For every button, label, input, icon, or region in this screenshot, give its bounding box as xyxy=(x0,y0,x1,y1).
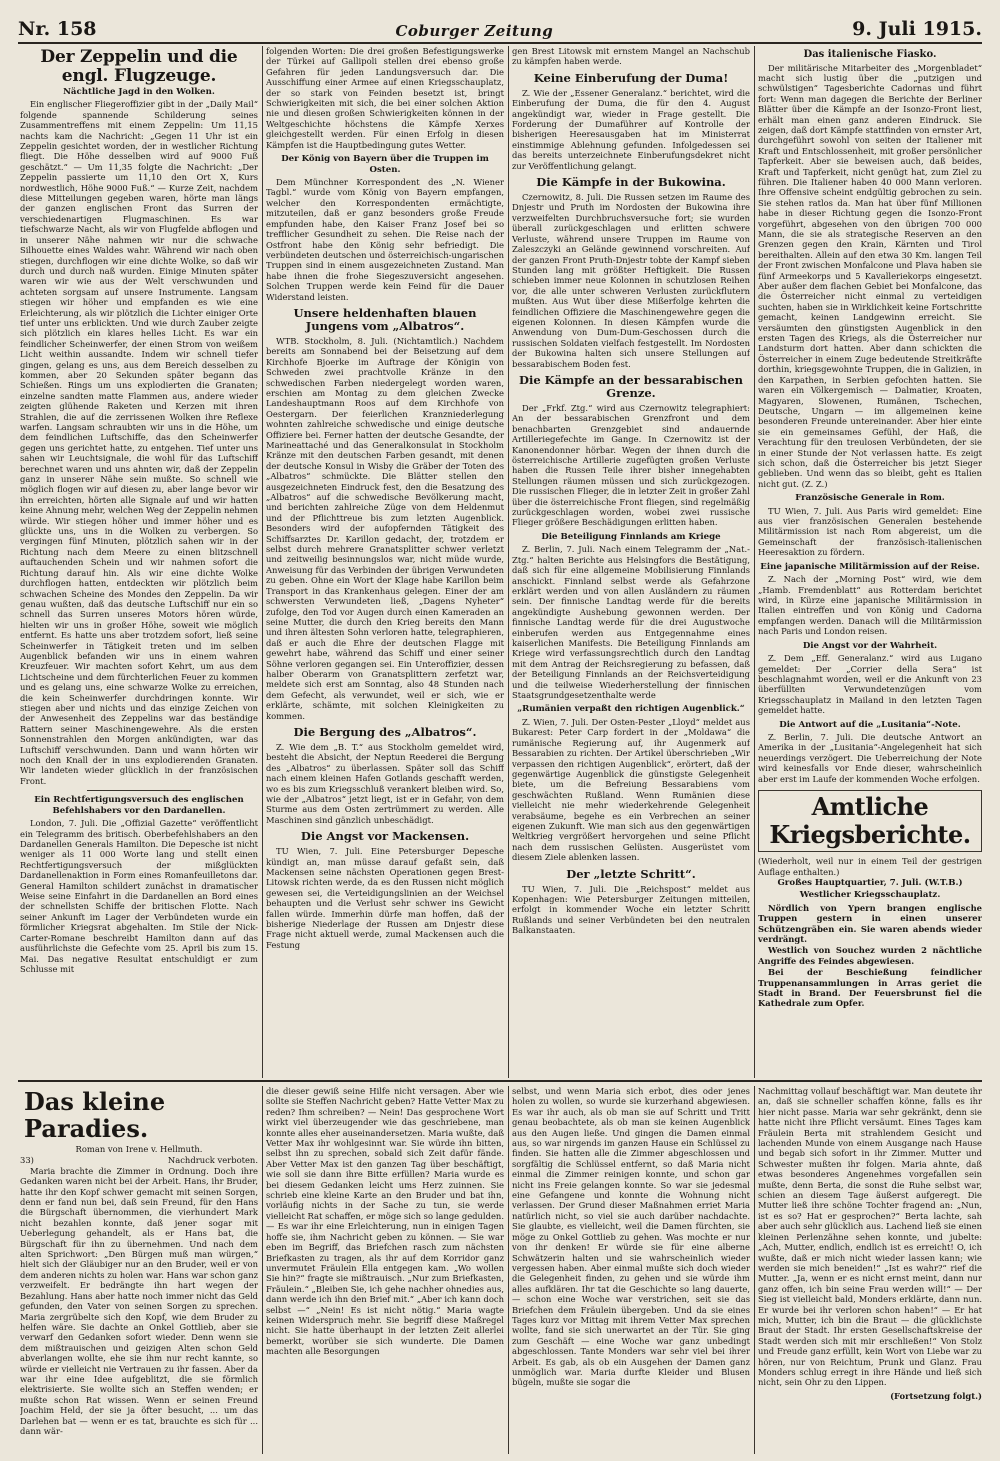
article-title-letzte-schritt: Der „letzte Schritt“. xyxy=(566,866,696,881)
separator xyxy=(87,790,192,791)
column-2 xyxy=(266,46,504,1078)
article-title-koenig-bayern: Der König von Bayern über die Truppen im Osten. xyxy=(281,154,489,175)
article-paragraph: Z. Dem „Eff. Generalanz.“ wird aus Lugano gemeldet: Der „Corrier della Sera“ ist beschlagnahmt worden, weil er die Ankunft von 23 überfüllten Verwundetenzügen vom Kriegsschauplatz in Mailand in den letzten Tagen gemeldet hatte. xyxy=(758,653,982,716)
novel-paragraph: selbst, und wenn Maria sich erbot, dies oder jenes holen zu wollen, so wurde sie kurzerhand abgewiesen. Es war ihr auch, als ob man sie auf Schritt und Tritt genau beobachtete, als ob man sie keinen Augenblick aus den Augen ließe. Und gingen die Damen einmal aus, so war nirgends im ganzen Hause ein Schlüssel zu finden. Sie hatten alle die Zimmer abgeschlossen und sorgfältig die Schlüssel entfernt, so daß Maria nicht einmal die Zimmer reinigen konnte, und schon gar nicht ins Freie gelangen konnte. So war sie jedesmal eine Gefangene und konnte die Wohnung nicht verlassen. Der Grund dieser Maßnahmen erriet Maria natürlich nicht, so viel sie auch darüber nachdachte. Sie glaubte, es vielleicht, weil die Damen fürchten, sie möge zu Onkel Gottlieb zu gehen. Was mochte er nur von ihr denken! Er würde sie für eine alberne Schwätzerin halten und sie wahrscheinlich wieder vergessen haben. Aber einmal mußte sich doch wieder die Gelegenheit finden, zu gehen und sie würde ihm alles aufklären. Ihr tat die Geschichte so lang dauerte, — schon eine Woche war verstrichen, seit sie das Briefchen dem Fräulein übergeben. Und da sie eines Tages kurz vor Mittag mit ihrem Vetter Max sprechen wollte, fand sie sich unerwartet an der Tür. Sie ging zum Geschäft — eine Woche war ganz unbedingt abgeschlossen. Tante Monders war sehr viel bei ihrer Arbeit. Es gab, als ob ein Ausgehen der Damen ganz unmöglich war. Maria durfte Kleider und Blusen bügeln, mußte sie sogar die xyxy=(512,1086,750,1388)
column-rule xyxy=(262,46,263,1078)
article-paragraph: TU Wien, 7. Juli. Eine Petersburger Depesche kündigt an, man müsse darauf gefaßt sein, daß Mackensen seine nächsten Operationen gegen Brest-Litowsk richten werde, da es den Russen nicht möglich gewesen sei, die Verteidigungslinien an der Weichsel behaupten und die Verlust sehr schwer ins Gewicht fallen würde. Immerhin dürfe man hoffen, daß der bisherige Niederlage der Russen am Dnjestr diese Frage nicht aktuell werde, zumal Mackensen auch die Festung xyxy=(266,846,504,950)
article-title-mackensen: Die Angst vor Mackensen. xyxy=(300,829,470,844)
article-title-generale-rom: Französische Generale in Rom. xyxy=(795,493,945,504)
article-paragraph: Z. Nach der „Morning Post“ wird, wie dem „Hamb. Fremdenblatt“ aus Rotterdam berichtet wird, in Kürze eine japanische Militärmission in Italien eintreffen und von König und Cadorna empfangen werden. Danach will die Militärmission nach Paris und London reisen. xyxy=(758,574,982,637)
article-paragraph: TU Wien, 7. Juli. Die „Reichspost“ meldet aus Kopenhagen: Wie Petersburger Zeitungen mitteilen, erfolgt in kommender Woche ein letzter Schritt Rußlands und seiner Verbündeten bei den neutralen Balkanstaaten. xyxy=(512,883,750,936)
column-rule xyxy=(262,1086,263,1454)
article-title-zeppelin: Der Zeppelin und die engl. Flugzeuge. xyxy=(40,47,238,86)
novel-column-3 xyxy=(512,1086,750,1454)
article-title-albatros: Unsere heldenhaften blauen Jungens vom „Albatros“. xyxy=(293,305,477,333)
column-rule xyxy=(754,1086,755,1454)
article-title-hamilton: Ein Rechtfertigungsversuch des englischen Befehlshabers vor den Dardanellen. xyxy=(34,795,244,816)
article-paragraph: TU Wien, 7. Juli. Aus Paris wird gemeldet: Eine aus vier französischen Generalen bestehende Militärmission ist nach Rom abgereist, um die Gemeinschaft der französisch-italienischen Heeresaktion zu fördern. xyxy=(758,505,982,558)
issue-number: Nr. 158 xyxy=(18,18,97,40)
novel-paragraph: Maria brachte die Zimmer in Ordnung. Doch ihre Gedanken waren nicht bei der Arbeit. Hans, ihr Bruder, hatte ihr den Kopf schwer gemacht mit seinen Sorgen, denn er fand nun bei, daß sein Freund, für den Hans die Bürgschaft übernommen, die vierhundert Mark nicht bezahlen konnte, daß jener sogar mit Ueberlegung gehandelt, als er Hans bat, die Bürgschaft für ihn zu übernehmen. Und nach dem alten Sprichwort: „Den Bürgen muß man würgen,“ hielt sich der Gläubiger nur an den Bruder, weil er von dem anderen nichts zu holen war. Hans war schon ganz verzweifelt. Er bedrängte ihn hart wegen der Bezahlung. Hans aber hatte noch immer nicht das Geld gefunden, den Vater von seinen Sorgen zu sprechen. Maria zergrübelte sich den Kopf, wie dem Bruder zu helfen wäre. Sie dachte an Onkel Gottlieb, aber sie verwarf den Gedanken sofort wieder. Denn wenn sie dem mißtrauischen und geizigen Alten schon Geld abverlangen wollte, ehe sie ihm nur recht kannte, so würde er vielleicht nie Vertrauen zu ihr fassen. Aber da war ihr eine Idee aufgeblitzt, die sie förmlich elektrisierte. Sie wollte sich an Steffen wenden; er mußte schon Rat wissen. Wenn er seinen Freund Joachim Held, der sie ja öfter besucht, ... um das Darlehen bat — wenn er es tat, brauchte es sich für ... dann wär- xyxy=(20,1165,258,1436)
novel-continued: (Fortsetzung folgt.) xyxy=(890,1390,982,1401)
issue-date: 9. Juli 1915. xyxy=(852,18,982,40)
feuilleton-divider xyxy=(18,1080,982,1082)
article-title-finnland: Die Beteiligung Finnlands am Kriege xyxy=(541,531,721,542)
column-4 xyxy=(758,46,982,1078)
article-paragraph: Nördlich von Ypern brangen englische Truppen gestern in einen unserer Schützengräben ein. Sie waren abends wieder verdrängt. xyxy=(758,902,982,944)
article-paragraph: Z. Berlin, 7. Juli. Die deutsche Antwort an Amerika in der „Lusitania“-Angelegenheit hat sich neuerdings verzögert. Die Ueberreichung der Note wird keinesfalls vor Ende dieser, wahrscheinlich aber erst im Laufe der kommenden Woche erfolgen. xyxy=(758,732,982,784)
column-rule xyxy=(508,1086,509,1454)
article-paragraph: Z. Berlin, 7. Juli. Nach einem Telegramm der „Nat.-Ztg.“ halten Berichte aus Helsingfors die Bestätigung, daß sich für eine allgemeine Mobilisierung Finnlands anschickt. Finnland selbst werde als Gefahrzone erklärt werden und von allen Ausländern zu räumen sein. Der finnische Landtag werde für die bereits angekündigte Aushebung gewonnen werden. Der finnische Landtag werde für die drei Augustwoche einberufen werden aus Entgegennahme eines kaiserlichen Manifests. Die Beteiligung Finnlands am Kriege wird verfassungsrechtlich durch den Landtag mit dem Antrag der Reichsregierung zu befassen, daß der Beteiligung Finnlands an der Reichsverteidigung und die teilweise Wiederherstellung der finnischen Staatsgrundgesetzenthalte werde xyxy=(512,544,750,701)
novel-number: 33) xyxy=(20,1155,34,1166)
column-1 xyxy=(20,46,258,1078)
novel-title: Das kleine Paradies. xyxy=(24,1087,166,1143)
section-title-kriegsberichte: Amtliche Kriegsberichte. xyxy=(758,790,982,852)
article-paragraph: Westlich von Souchez wurden 2 nächtliche Angriffe des Feindes abgewiesen. xyxy=(758,945,982,966)
novel-column-4 xyxy=(758,1086,982,1454)
article-title-fiasko: Das italienische Fiasko. xyxy=(803,49,937,60)
article-paragraph: Z. Wien, 7. Juli. Der Osten-Pester „Lloyd“ meldet aus Bukarest: Peter Carp fordert in der „Moldawa“ die rumänische Regierung auf, ihr Augenmerk auf Bessarabien zu richten. Der Artikel überschrieben „Wir verpassen den richtigen Augenblick“, erörtert, daß der gegenwärtige Augenblick die günstigste Gelegenheit biete, um die Befreiung Bessarabiens vom geschwächten Rußland. Wenn Rumänien diese vielleicht nie mehr wiederkehrende Gelegenheit verabsäume, begehe es ein Verbrechen an seiner eigenen Zukunft. Wie man sich aus den gegenwärtigen Weltkrieg vergrößert hervorgehen und seine Pflicht nach dem russischen Gelüsten. Ausgerüstet vom diesem Ziele ablenken lassen. xyxy=(512,716,750,863)
article-paragraph: Z. Wie dem „B. T.“ aus Stockholm gemeldet wird, besteht die Absicht, der Neptun Reederei die Bergung des „Albatros“ zu überlassen. Später soll das Schiff nach einem kleinen Hafen Gotlands geschafft werden, wo es bis zum Kriegsschluß verankert bleiben wird. So, wie der „Albatros“ jetzt liegt, ist er in Gefahr, von dem Sturme aus dem Osten zertrümmert zu werden. Alle Maschinen sind gänzlich unbeschädigt. xyxy=(266,741,504,825)
novel-paragraph: Nachmittag vollauf beschäftigt war. Man deutete ihr an, daß sie schneller schaffen könne, falls es ihr hier nicht passe. Maria war sehr gekränkt, denn sie hatte nicht ihre Pflicht versäumt. Eines Tages kam Fräulein Berta mit strahlendem Gesicht und lachenden Munde von einem Ausgange nach Hause und begab sich sofort in ihr Zimmer. Mutter und Schwester mußten ihr folgen. Maria ahnte, daß etwas besonderes Angenehmes vorgefallen sein mußte, denn Berta, die sonst die Ruhe selbst war, schien an diesem Tage äußerst aufgeregt. Die Mutter ließ ihre schöne Tochter fragend an: „Nun, ist es so? Hat er gesprochen?“ Berta lachte, sah aber auch sehr glücklich aus. Lachend ließ sie einen kleinen Perlenzähne sehen konnte, und jubelte: „Ach, Mutter, endlich, endlich ist es erreicht! O, ich wußte, daß er mich nicht wieder lassen kann; wie werden sie mich beneiden!“ „Ist es wahr?“ rief die Mutter. „Ja, wenn er es nicht ernst meint, dann nur ganz offen, ich bin seine Frau werden will!“ — Der Sieg ist vielleicht bald, Monders erklärte, dann nun. Er wurde bei ihr verloren schon haben!“ — Er hat mich, Mutter, ich bin die Braut — die glücklichste Braut der Stadt. Ihr ersten Gesellschaftskreise der Stadt werden sich mit mir erschließen!“ Von Stolz und Freude ganz erfüllt, kein Wort von Liebe war zu hören, nur von Reichtum, Prunk und Glanz. Frau Monders schlug erregt in ihre Hände und ließ sich nicht, sein Ohr zu den Lippen. xyxy=(758,1086,982,1388)
kriegsberichte-note: (Wiederholt, weil nur in einem Teil der gestrigen Auflage enthalten.) xyxy=(758,856,982,877)
masthead xyxy=(18,12,982,44)
article-title-japanische-mission: Eine japanische Militärmission auf der Reise. xyxy=(760,561,980,572)
article-title-bessarabien: Die Kämpfe an der bessarabischen Grenze. xyxy=(518,372,743,400)
novel-column-2 xyxy=(266,1086,504,1454)
article-title-duma: Keine Einberufung der Duma! xyxy=(533,70,729,85)
article-paragraph: London, 7. Juli. Die „Offizial Gazette“ veröffentlicht ein Telegramm des britisch. Oberbefehlshabers an den Dardanellen Generals Hamilton. Die Depesche ist nicht weniger als 11 000 Worte lang und stellt einen Rechtfertigungsversuch der mißglückten Dardanellenaktion in Form eines Romanfeuilletons dar. General Hamilton schildert zunächst in dramatischer Weise seine Einfahrt in die Dardanellen an Bord eines der schnellsten Schiffe der britischen Flotte. Nach seiner Ankunft im Lager der Verbündeten wurde ein förmlicher Kriegsrat abgehalten. Im Stile der Nick-Carter-Romane beschreibt Hamilton dann auf das ausführlichste die Gefechte vom 25. April bis zum 15. Mai. Das negative Resultat entschuldigt er zum Schlusse mit xyxy=(20,818,258,974)
article-paragraph: Bei der Beschießung feindlicher Truppenansammlungen in Arras geriet die Stadt in Brand. Der Feuersbrunst fiel die Kathedrale zum Opfer. xyxy=(758,967,982,1009)
article-paragraph: folgenden Worten: Die drei großen Befestigungswerke der Türkei auf Gallipoli stellen drei ebenso große Gefahren für jeden Landungsversuch dar. Die Ausschiffung einer Armee auf einen Kriegsschauplatz, der so stark von Feinden besetzt ist, bringt Schwierigkeiten mit sich, die bei einer solchen Aktion nie und diesen großen Schwierigkeiten können in der Weltgeschichte höchstens die Kämpfe Xerxes gleichgestellt werden. Für einen Erfolg in diesen Kämpfen ist die Hauptbedingung gutes Wetter. xyxy=(266,46,504,150)
novel-notice: Nachdruck verboten. xyxy=(167,1155,258,1166)
article-paragraph: Der „Frkf. Ztg.“ wird aus Czernowitz telegraphiert: An der bessarabischen Grenzfront und dem benachbarten Grenzgebiet sind andauernde Artilleriegefechte im Gange. In Czernowitz ist der Kanonendonner hörbar. Wegen der ihnen durch die österreichische Artillerie zugefügten großen Verluste haben die Russen Teile ihrer bisher innegehabten Stellungen räumen müssen und sich zurückgezogen. Die russischen Flieger, die in letzter Zeit in großer Zahl über die österreichische Front fliegen, sind regelmäßig zurückgeschlagen worden, wobei zwei russische Flieger größere Beschädigungen erlitten haben. xyxy=(512,402,750,528)
article-paragraph: Czernowitz, 8. Juli. Die Russen setzen im Raume des Dnjestr und Pruth im Nordosten der Bukowina ihre verzweifelten Durchbruchsversuche fort; sie wurden überall zurückgeschlagen und erlitten schwere Verluste, während unsere Truppen im Raume von Zaleszczyki an Gelände gewinnend vorschreiten. Auf der ganzen Front Pruth-Dnjestr tobte der Kampf sieben Stunden lang mit größter Heftigkeit. Die Russen schieben immer neue Kolonnen in schutzlosen Reihen vor, die alle unter schweren Verlusten zurückflutern mußten. Aus Wut über diese Mißerfolge kehrten die feindlichen Offiziere die Maschinengewehre gegen die eigenen Kolonnen. In diesen Kämpfen wurde die Anwendung von Dum-Dum-Geschossen durch die russischen Soldaten vielfach festgestellt. Im Nordosten der Bukowina halten sich unsere Stellungen auf bessarabischem Boden fest. xyxy=(512,192,750,369)
article-paragraph: gen Brest Litowsk mit ernstem Mangel an Nachschub zu kämpfen haben werde. xyxy=(512,46,750,67)
kriegsberichte-headquarters: Großes Hauptquartier, 7. Juli. (W.T.B.) xyxy=(777,877,963,888)
article-title-rumaenien: „Rumänien verpaßt den richtigen Augenblick.“ xyxy=(517,704,745,715)
novel-byline: Roman von Irene v. Hellmuth. xyxy=(75,1144,203,1154)
article-title-angst-wahrheit: Die Angst vor der Wahrheit. xyxy=(802,640,938,651)
article-paragraph: Der militärische Mitarbeiter des „Morgenbladet“ macht sich lustig über die „putzigen und schwülstigen“ Tagesberichte Cadornas und führt fort: Wenn man dagegen die Berichte der Berliner Blätter über die Kämpfe an der Isonzo-Front liest, erhält man einen ganz anderen Eindruck. Sie zeigen, daß dort Kämpfe stattfinden von ernster Art, durchgeführt sowohl von seiten der Italiener mit Kraft und Entschlossenheit, mit großer persönlicher Tapferkeit. Aber sie beweisen auch, daß beides, Kraft und Tapferkeit, nicht genügt hat, zum Ziel zu führen. Die Italiener haben 40 000 Mann verloren. Ihre Offensive scheint endgültig gebrochen zu sein. Sie stehen ratlos da. Man hat über fünf Millionen habe in dieser Richtung gegen die Isonzo-Front vorgeführt, abgesehen von den übrigen 700 000 Mann, die sie als strategische Reserven an den Grenzen gegen den Krain, Kärnten und Tirol bereithalten. Allein auf den etwa 30 Km. langen Teil der Front zwischen Monfalcone und Plava haben sie fünf Armeekorps und 5 Kavalleriekorps eingesetzt. Aber außer dem flachen Gebiet bei Monfalcone, das die Österreicher nicht einmal zu verteidigen suchten, haben sie in Wirklichkeit keine Fortschritte gemacht, keinen Landgewinn erreicht. Sie versäumten den günstigsten Augenblick in den ersten Tagen des Kriegs, als die Österreicher nur Landsturm dort hatten. Aber dann schickten die Österreicher in einem Zuge bedeutende Streitkräfte dorthin, kriegsgewohnte Truppen, die in Galizien, in den Karpathen, in Serbien gefochten hatten. Sie waren ein Völkergemisch — Dalmatier, Kroaten, Magyaren, Slowenen, Rumänen, Tschechen, Deutsche, Ungarn — im allgemeinen keine besonderen Freunde untereinander. Aber hier einte sie ein gemeinsames Gefühl, der Haß, die Verachtung für den treulosen Verbündeten, der sie in einer Stunde der Not verlassen hatte. Es zeigt sich schon, daß die Österreicher bis jetzt Sieger geblieben. Und wenn das so bleibt, geht es Italien nicht gut. (Z. Z.) xyxy=(758,62,982,489)
novel-paragraph: die dieser gewiß seine Hilfe nicht versagen. Aber wie sollte sie Steffen Nachricht geben? Hatte Vetter Max zu reden? Ihm schreiben? — Nein! Das gesprochene Wort wirkt viel überzeugender wie das geschriebene, man konnte alles eher auseinandersetzen. Maria wußte, daß Vetter Max ihr wohlgesinnt war. Sie würde ihn bitten, selbst ihn zu sprechen, sobald sich Zeit dafür fände. Aber Vetter Max ist den ganzen Tag über beschäftigt, wie soll sie dann ihre Bitte erfüllen? Maria wurde es bei diesem Gedanken leicht ums Herz zuinnen. Sie schrieb eine kleine Karte an den Bruder und bat ihn, vorläufig nichts in der Sache zu tun, sie werde vielleicht Rat schaffen, er möge sich so lange gedulden. — Es war ihr eine Erleichterung, nun in einigen Tagen hoffe sie, ihm Nachricht geben zu können. — Sie war eben im Begriff, das Briefchen rasch zum nächsten Briefkasten zu tragen, als ihr auf dem Korridor ganz unvermutet Fräulein Ella entgegen kam. „Wo wollen Sie hin?“ fragte sie mißtrauisch. „Nur zum Briefkasten, Fräulein.“ „Bleiben Sie, ich gehe nachher ohnedies aus, dann werde ich ihn den Brief mit.“ „Aber ich kann doch selbst —“ „Nein! Es ist nicht nötig.“ Maria wagte keinen Widerspruch mehr. Sie begriff diese Maßregel nicht. Sie hatte überhaupt in der letzten Zeit allerlei bemerkt, worüber sie sich wunderte. Die Damen machten alle Besorgungen xyxy=(266,1086,504,1357)
article-paragraph: Z. Wie der „Essener Generalanz.“ berichtet, wird die Einberufung der Duma, die für den 4. August angekündigt war, wieder in Frage gestellt. Die Forderung der Dumaführer auf Kontrolle der bisherigen Heeresausgaben hat im Ministerrat einstimmige Ablehnung gefunden. Infolgedessen sei das bereits unterzeichnete Einberufungsdekret nicht zur Veröffentlichung gelangt. xyxy=(512,87,750,171)
column-rule xyxy=(508,46,509,1078)
article-title-bergung: Die Bergung des „Albatros“. xyxy=(293,724,477,739)
article-paragraph: Ein englischer Fliegeroffizier gibt in der „Daily Mail“ folgende spannende Schilderung seines Zusammentreffens mit einem Zeppelin: Um 11,15 nachts kam die Nachricht: „Gegen 11 Uhr ist ein Zeppelin gesichtet worden, der in westlicher Richtung fliegt. Die Höhe desselben wird auf 9000 Fuß geschätzt.“ — Um 11,35 folgte die Nachricht: „Der Zeppelin passierte um 11,10 den Ort X, Kurs nordwestlich, Höhe 9000 Fuß.“ — Kurze Zeit, nachdem diese Mitteilungen gegeben waren, hörte man längs der ganzen englischen Front das Surren der verschiedenartigen Flugmaschinen. Es war tiefschwarze Nacht, als wir von Flugfelde abflogen und in unserer Nähe nahmen wir nur die schwache Silhouette eines Waldes wahr. Während wir nach oben stiegen, durchflogen wir eine dichte Wolke, so daß wir durch und durch naß wurden. Einige Minuten später waren wir wie aus der Welt verschwunden und achteten sorgsam auf unsere Instrumente. Langsam stiegen wir höher und empfanden es wie eine Erleichterung, als wir plötzlich die Lichter einiger Orte tief unter uns erblickten. Und wie durch Zauber zeigte sich plötzlich ein klares helles Licht. Es war ein feindlicher Scheinwerfer, der einen Strom von weißem Licht weithin aussandte. Indem wir schnell tiefer gingen, gelang es uns, aus dem Bereich desselben zu kommen, aber 20 Sekunden später begann das Schießen. Rings um uns explodierten die Granaten; einzelne sandten matte Flammen aus, andere wieder zeigten glühende Raketen und Kerzen mit ihren Strahlen, die auf die zerrissenen Wolken ihre Reflexe warfen. Langsam schraubten wir uns in die Höhe, um dem feindlichen Luftschiffe, das den Scheinwerfer gegen uns gerichtet hatte, zu entgehen. Tief unter uns sahen wir Leuchtsignale, die wohl für das Luftschiff berechnet waren und uns ahnten wir, daß der Zeppelin ganz in unserer Nähe sein mußte. So schnell wie möglich flogen wir auf diesen zu, aber lange bevor wir ihn erreichten, hörten alle Signale auf und wir hatten keine Ahnung mehr, welchen Weg der Zeppelin nehmen würde. Wir stiegen höher und immer höher und es glückte uns, uns in die Wolken zu verbergen. So vergingen fünf Minuten, plötzlich sahen wir in der Richtung nach dem Meere zu einen blitzschnell auftauchenden Schein und wir nahmen sofort die Richtung darauf hin. Als wir eine dichte Wolke durchflogen hatten, entdeckten wir plötzlich beim schwachen Scheine des Mondes den Zeppelin. Da wir genau wußten, daß das deutsche Luftschiff nur ein so schnell das Surren unseres Motors hören würde, hielten wir uns in großer Höhe, soweit wie möglich entfernt. Es hatte uns aber trotzdem sofort, ließ seine Scheinwerfer in Tätigkeit treten und im selben Augenblick befanden wir uns in einem wahren Kreuzfeuer. Wir machten sofort Kehrt, um aus dem Lichtscheine und dem fürchterlichen Feuer zu kommen und es gelang uns, eine schwarze Wolke zu erreichen, die kein Scheinwerfer durchdringen konnte. Wir stiegen aber und nichts und das einzige Zeichen von der Anwesenheit des Zeppelins war das beständige Rattern seiner Maschinengewehre. Als die ersten Sonnenstrahlen den Morgen ankündigten, war das Luftschiff verschwunden. Dann und wann hörten wir noch den Knall der in uns explodierenden Granaten. Wir landeten wieder glücklich in der französischen Front. xyxy=(20,99,258,786)
article-title-bukowina: Die Kämpfe in der Bukowina. xyxy=(536,175,726,190)
column-3 xyxy=(512,46,750,1078)
kriegsberichte-theater: Westlicher Kriegsschauplatz. xyxy=(799,890,941,901)
novel-column-1 xyxy=(20,1086,258,1454)
column-rule xyxy=(754,46,755,1078)
article-title-lusitania: Die Antwort auf die „Lusitania“-Note. xyxy=(779,719,961,730)
newspaper-name: Coburger Zeitung xyxy=(395,22,554,40)
article-subtitle: Nächtliche Jagd in den Wolken. xyxy=(63,87,215,97)
article-paragraph: WTB. Stockholm, 8. Juli. (Nichtamtlich.) Nachdem bereits am Sonnabend bei der Beisetzung auf dem Kirchhofe Bjoerke im Auftrage der Königin von Schweden zwei prachtvolle Kränze in den schwedischen Farben niedergelegt worden waren, erschien am Montag zu dem gleichen Zwecke Landeshauptmann Roos auf dem Kirchhofe von Oestergarn. Der feierlichen Kranzniederlegung wohnten zahlreiche schwedische und einige deutsche Offiziere bei. Ferner hatten der deutsche Gesandte, der Marineattaché und das Generalkonsulat in Stockholm Kränze mit den deutschen Farben gesandt, mit denen der deutsche Konsul in Wisby die Gräber der Toten des „Albatros“ schmückte. Die Blätter stellen den ausgezeichneten Eindruck fest, den die Besatzung des „Albatros“ auf die schwedische Bevölkerung macht, und berichten zahlreiche Züge von dem Heldenmut und der Pflichttreue bis zum letzten Augenblick. Besonders wird der aufopfernden Tätigkeit des Schiffsarztes Dr. Karillon gedacht, der, trotzdem er selbst durch mehrere Granatsplitter schwer verletzt und zeitweilig besinnungslos war, nicht müde wurde, Anweisung für das Verbinden der übrigen Verwundeten zu geben. Ohne ein Wort der Klage habe Karillon beim Transport in das Krankenhaus gelegen. Einer der am schwersten Verwundeten ließ, „Dagens Nyheter“ zufolge, den Tod vor Augen durch einen Kameraden an seine Mutter, die durch den Krieg bereits den Mann und ihren ältesten Sohn verloren hatte, telegraphieren, daß er auch die Ehre der deutschen Flagge mit gewehrt habe, während das Schiff und einer seiner Söhne verloren gegangen sei. Ein Unteroffizier, dessen halber Oberarm von Granatsplittern zerfetzt war, meldete sich erst am Sonntag, also 48 Stunden nach dem Gefecht, als verwundet, weil er sich, wie er erklärte, schämte, mit solchen Kleinigkeiten zu kommen. xyxy=(266,335,504,721)
article-paragraph: Dem Münchner Korrespondent des „N. Wiener Tagbl.“ wurde vom König von Bayern empfangen, welcher den Korrespondenten ermächtigte, mitzuteilen, daß er ganz besonders große Freude empfunden habe, den Kaiser Franz Josef bei so trefflicher Gesundheit zu sehen. Die Reise nach der Ostfront habe den König sehr befriedigt. Die verbündeten deutschen und österreichisch-ungarischen Truppen sind in einem ausgezeichneten Zustand. Man habe ihnen die frohe Siegeszuversicht angesehen. Solchen Truppen werde kein Feind für die Dauer Widerstand leisten. xyxy=(266,177,504,302)
novel-meta xyxy=(20,1155,258,1165)
